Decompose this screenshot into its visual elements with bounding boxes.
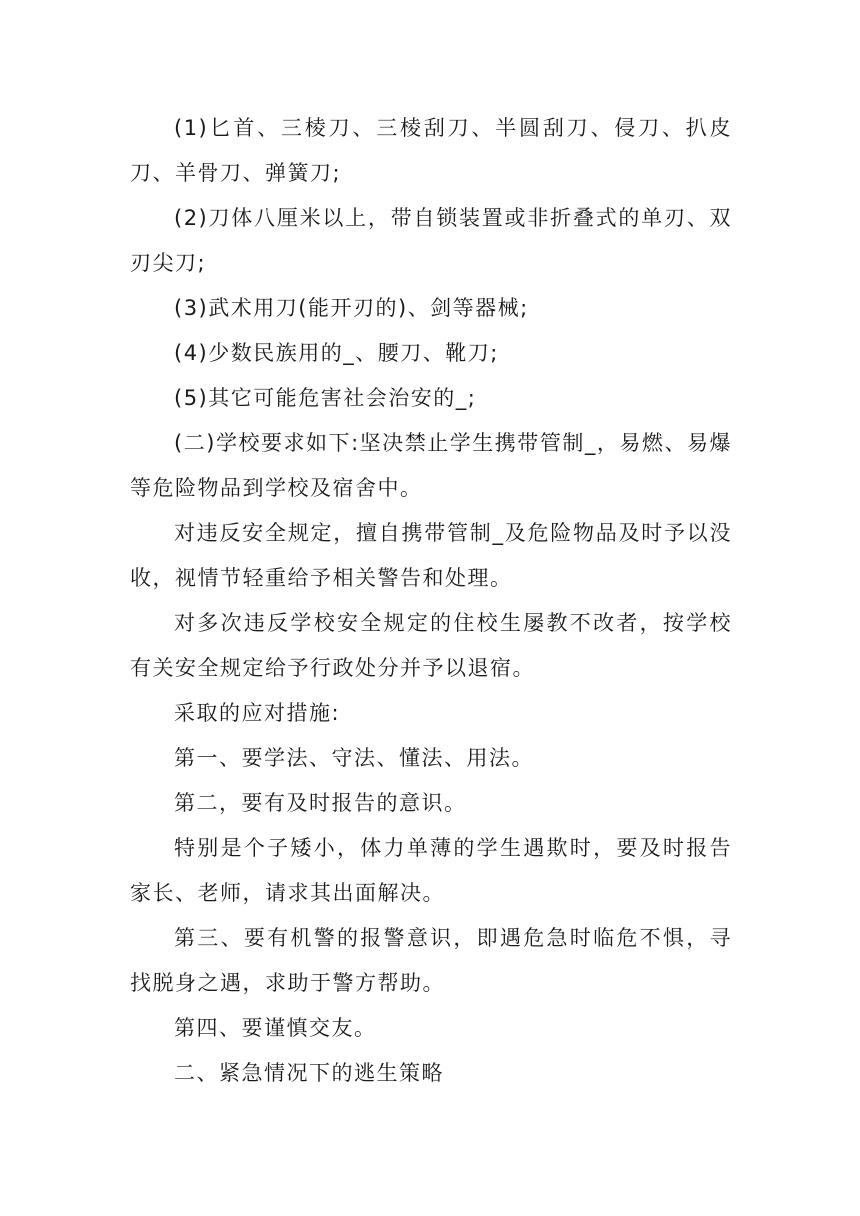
paragraph-weapon-item-5: (5)其它可能危害社会治安的_; [174, 386, 477, 410]
paragraph-violation-handling: 对违反安全规定，擅自携带管制_及危险物品及时予以没收，视情节轻重给予相关警告和处理。 [130, 521, 732, 590]
section-heading-escape-strategy: 二、紧急情况下的逃生策略 [174, 1061, 444, 1085]
paragraph-repeat-offenders: 对多次违反学校安全规定的住校生屡教不改者，按学校有关安全规定给予行政处分并予以退宿。 [130, 611, 732, 680]
paragraph-measure-2: 第二，要有及时报告的意识。 [174, 791, 467, 815]
document-body [130, 106, 732, 1096]
paragraph-measure-4: 第四、要谨慎交友。 [174, 1016, 377, 1040]
paragraph-measure-3: 第三、要有机警的报警意识，即遇危急时临危不惧，寻找脱身之遇，求助于警方帮助。 [130, 926, 732, 995]
paragraph-weapon-item-3: (3)武术用刀(能开刃的)、剑等器械; [174, 296, 529, 320]
paragraph-weapon-item-1: (1)匕首、三棱刀、三棱刮刀、半圆刮刀、侵刀、扒皮刀、羊骨刀、弹簧刀; [130, 116, 732, 185]
paragraph-measure-2-detail: 特别是个子矮小，体力单薄的学生遇欺时，要及时报告家长、老师，请求其出面解决。 [130, 836, 732, 905]
paragraph-weapon-item-4: (4)少数民族用的_、腰刀、靴刀; [174, 341, 499, 365]
paragraph-school-requirements: (二)学校要求如下:坚决禁止学生携带管制_，易燃、易爆等危险物品到学校及宿舍中。 [130, 431, 732, 500]
paragraph-measures-heading: 采取的应对措施: [174, 701, 341, 725]
paragraph-weapon-item-2: (2)刀体八厘米以上，带自锁装置或非折叠式的单刃、双刃尖刀; [130, 206, 732, 275]
paragraph-measure-1: 第一、要学法、守法、懂法、用法。 [174, 746, 534, 770]
